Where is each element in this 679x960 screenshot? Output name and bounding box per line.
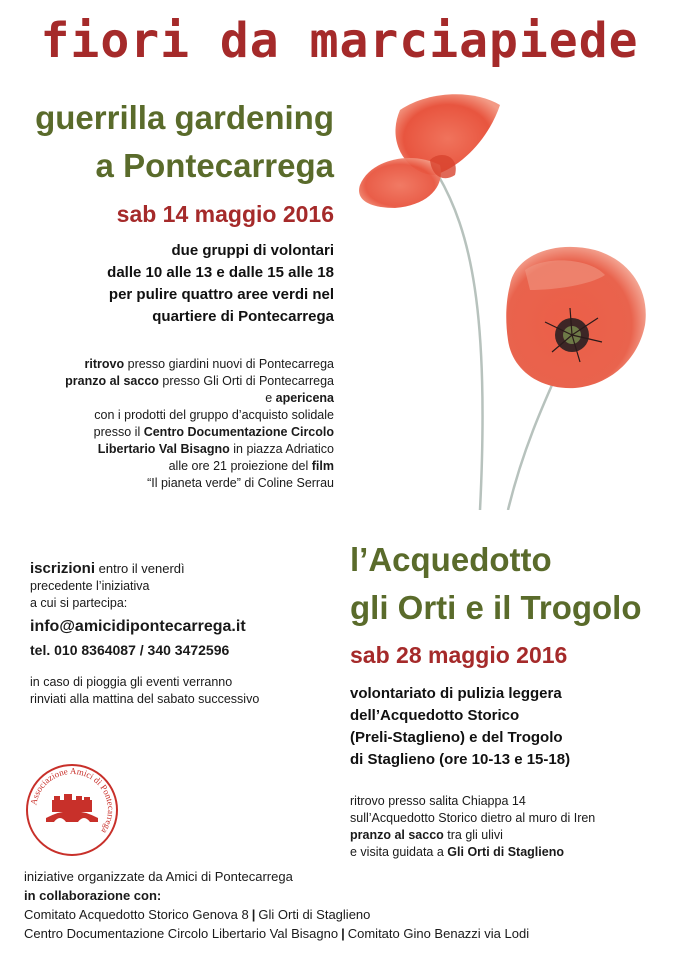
- poster-title: fiori da marciapiede: [40, 13, 639, 69]
- event1-date: sab 14 maggio 2016: [116, 201, 334, 227]
- registration-line2: precedente l’iniziativa: [30, 579, 150, 593]
- event2-detail-line: sull’Acquedotto Storico dietro al muro di Iren: [350, 811, 596, 825]
- event2-desc-line: di Staglieno (ore 10-13 e 15-18): [350, 751, 571, 768]
- event1-heading-line2: a Pontecarrega: [95, 147, 334, 184]
- registration-line3: a cui si partecipa:: [30, 596, 128, 610]
- footer-partners-line2: Centro Documentazione Circolo Libertario Val Bisagno | Comitato Gino Benazzi via Lodi: [24, 926, 530, 941]
- event2-heading-line1: l’Acquedotto: [350, 541, 552, 578]
- poppy-upper: [359, 94, 500, 208]
- contact-phone: tel. 010 8364087 / 340 3472596: [30, 642, 230, 658]
- logo-text: Associazione Amici di Pontecarrega: [28, 765, 117, 836]
- event1-desc-line: quartiere di Pontecarrega: [152, 308, 334, 325]
- event2-detail-line: ritrovo presso salita Chiappa 14: [350, 794, 526, 808]
- footer-organizer: iniziative organizzate da Amici di Pontecarrega: [24, 869, 293, 884]
- event2-desc-line: dell’Acquedotto Storico: [350, 707, 520, 724]
- event2-desc-line: (Preli-Staglieno) e del Trogolo: [350, 729, 563, 746]
- event2-heading-line2: gli Orti e il Trogolo: [350, 589, 642, 626]
- rain-notice-line: in caso di pioggia gli eventi verranno: [30, 675, 233, 689]
- event1-detail-line: pranzo al sacco presso Gli Orti di Pontecarrega: [65, 374, 334, 388]
- event1-detail-line: “Il pianeta verde” di Coline Serrau: [147, 476, 334, 490]
- event2-detail-line: pranzo al sacco tra gli ulivi: [350, 828, 503, 842]
- event1-details: [0, 356, 334, 492]
- poppy-lower: [506, 247, 646, 388]
- poppy-illustration: [340, 90, 670, 510]
- footer: [24, 867, 664, 943]
- stem-upper: [438, 175, 483, 510]
- event1-detail-line: presso il Centro Documentazione Circolo: [93, 425, 334, 439]
- event1-detail-line: Libertario Val Bisagno in piazza Adriatico: [97, 442, 334, 456]
- event1-desc-line: per pulire quattro aree verdi nel: [108, 286, 334, 303]
- event2-description: [350, 683, 670, 771]
- event2-desc-line: volontariato di pulizia leggera: [350, 685, 562, 702]
- contact-email[interactable]: info@amicidipontecarrega.it: [30, 618, 246, 635]
- event1-detail-line: e apericena: [265, 391, 334, 405]
- event1-detail-line: ritrovo presso giardini nuovi di Pontecarrega: [84, 357, 334, 371]
- event1-heading-line1: guerrilla gardening: [35, 99, 334, 136]
- association-logo: [24, 762, 120, 858]
- footer-collab-label: in collaborazione con:: [24, 888, 162, 903]
- event2-date: sab 28 maggio 2016: [350, 642, 568, 668]
- event1-desc-line: dalle 10 alle 13 e dalle 15 alle 18: [107, 264, 334, 281]
- event1-desc-line: due gruppi di volontari: [171, 242, 334, 259]
- bridge-icon: [46, 794, 98, 822]
- rain-notice-line: rinviati alla mattina del sabato successivo: [30, 692, 260, 706]
- footer-partners-line1: Comitato Acquedotto Storico Genova 8 | Gli Orti di Staglieno: [24, 907, 371, 922]
- event1-description: [14, 240, 334, 328]
- event1-detail-line: con i prodotti del gruppo d’acquisto solidale: [94, 408, 334, 422]
- event1-detail-line: alle ore 21 proiezione del film: [168, 459, 334, 473]
- event2-details: [350, 793, 670, 861]
- registration-label: iscrizioni entro il venerdì: [30, 560, 185, 577]
- registration-block: [30, 560, 330, 708]
- event2-detail-line: e visita guidata a Gli Orti di Staglieno: [350, 845, 564, 859]
